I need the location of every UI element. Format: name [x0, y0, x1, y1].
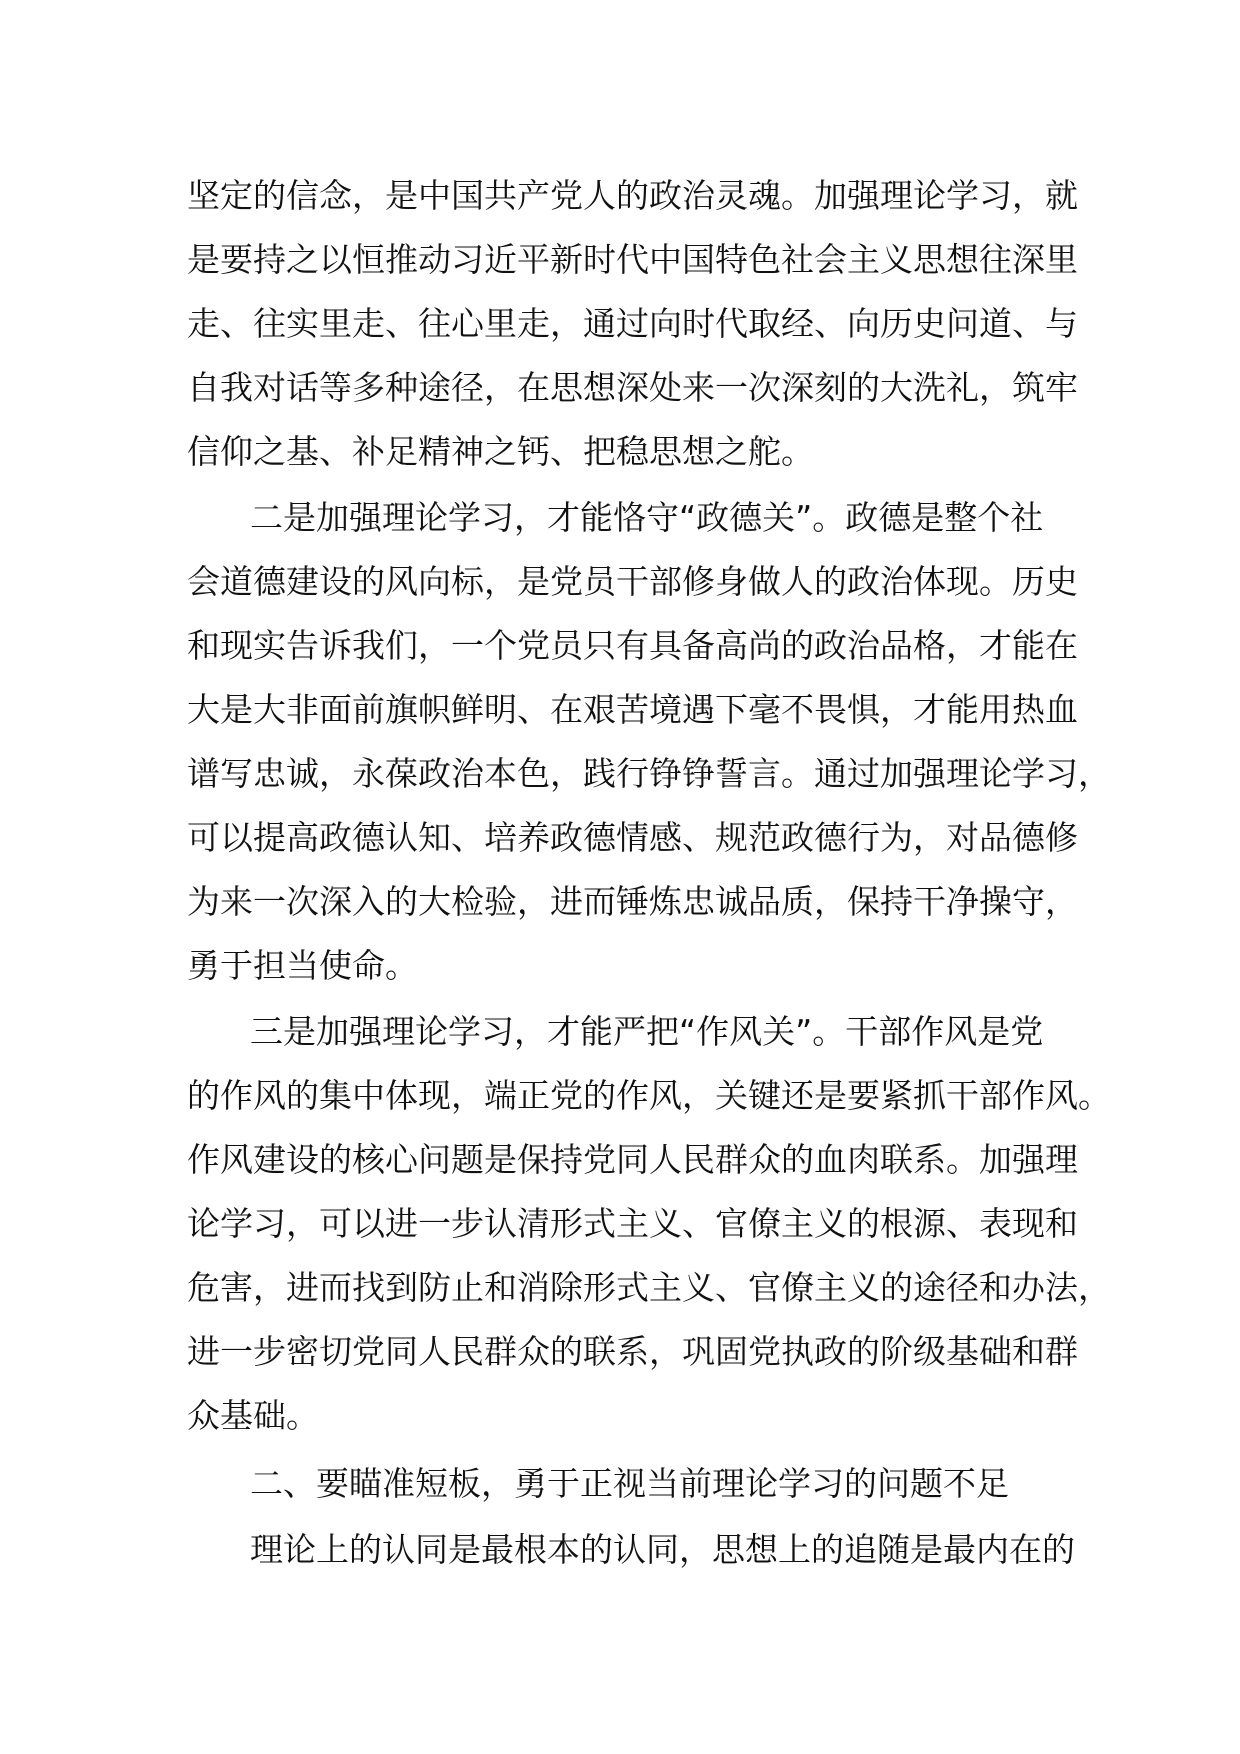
paragraph-heading-line: 三是加强理论学习，才能严把“作风关”。干部作风是党	[250, 1012, 1044, 1051]
text-line: 走、往实里走、往心里走，通过向时代取经、向历史问道、与	[187, 304, 1078, 343]
paragraph-heading-line: 二是加强理论学习，才能恪守“政德关”。政德是整个社	[250, 498, 1044, 537]
text-line: 勇于担当使命。	[187, 946, 418, 985]
text-line: 会道德建设的风向标，是党员干部修身做人的政治体现。历史	[187, 562, 1078, 601]
text-line: 坚定的信念，是中国共产党人的政治灵魂。加强理论学习，就	[187, 176, 1078, 215]
text-line: 可以提高政德认知、培养政德情感、规范政德行为，对品德修	[187, 818, 1078, 857]
text-line: 和现实告诉我们，一个党员只有具备高尚的政治品格，才能在	[187, 626, 1078, 665]
text-line: 论学习，可以进一步认清形式主义、官僚主义的根源、表现和	[187, 1204, 1078, 1243]
text-line: 为来一次深入的大检验，进而锤炼忠诚品质，保持干净操守，	[187, 882, 1078, 921]
text-line: 自我对话等多种途径，在思想深处来一次深刻的大洗礼，筑牢	[187, 368, 1078, 407]
text-line: 大是大非面前旗帜鲜明、在艰苦境遇下毫不畏惧，才能用热血	[187, 690, 1078, 729]
paragraph-start-line: 理论上的认同是最根本的认同，思想上的追随是最内在的	[250, 1530, 1075, 1569]
section-heading: 二、要瞄准短板，勇于正视当前理论学习的问题不足	[250, 1464, 1009, 1503]
text-line: 谱写忠诚，永葆政治本色，践行铮铮誓言。通过加强理论学习，	[187, 754, 1111, 793]
text-line: 众基础。	[187, 1396, 319, 1435]
text-line: 危害，进而找到防止和消除形式主义、官僚主义的途径和办法，	[187, 1268, 1111, 1307]
text-line: 进一步密切党同人民群众的联系，巩固党执政的阶级基础和群	[187, 1332, 1078, 1371]
text-line: 是要持之以恒推动习近平新时代中国特色社会主义思想往深里	[187, 240, 1078, 279]
text-line: 信仰之基、补足精神之钙、把稳思想之舵。	[187, 432, 814, 471]
text-line: 作风建设的核心问题是保持党同人民群众的血肉联系。加强理	[187, 1140, 1078, 1179]
text-line: 的作风的集中体现，端正党的作风，关键还是要紧抓干部作风。	[187, 1076, 1111, 1115]
